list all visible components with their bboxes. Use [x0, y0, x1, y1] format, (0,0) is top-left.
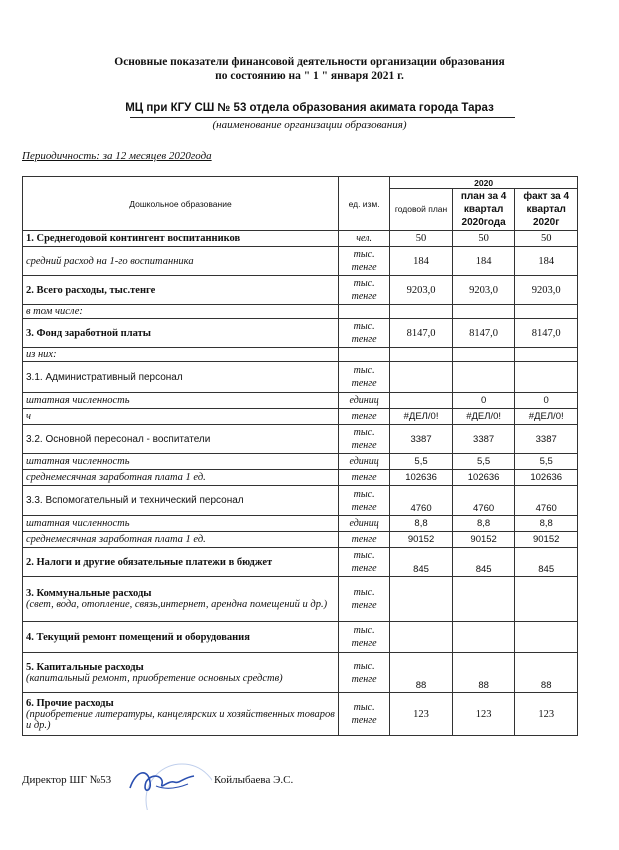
value-plan-q4: 88 — [452, 653, 515, 693]
signature-stamp-icon — [122, 760, 212, 810]
row-unit — [338, 348, 389, 362]
table-row — [23, 305, 578, 319]
row-unit: тыс. тенге — [338, 548, 389, 577]
value-fact-q4: 50 — [515, 231, 578, 247]
report-title-line1: Основные показатели финансовой деятельности организации образования — [114, 56, 505, 68]
value-annual-plan: 50 — [390, 231, 453, 247]
value-plan-q4: 0 — [452, 393, 515, 409]
row-unit: тыс. тенге — [338, 622, 389, 653]
organization-name: МЦ при КГУ СШ № 53 отдела образования акимата города Тараз — [125, 102, 494, 114]
value-annual-plan: 123 — [390, 693, 453, 736]
row-label — [23, 532, 339, 548]
row-unit: тыс. тенге — [338, 486, 389, 516]
value-annual-plan: 5,5 — [390, 454, 453, 470]
row-label-text: 3. Коммунальные расходы — [26, 588, 152, 599]
value-fact-q4: 8,8 — [515, 516, 578, 532]
organization-caption: (наименование организации образования) — [212, 119, 407, 131]
table-row — [23, 276, 578, 305]
row-label — [23, 470, 339, 486]
row-label-text: 3.3. Вспомогательный и технический персонал — [26, 495, 244, 506]
header-label: Дошкольное образование — [23, 177, 339, 231]
row-label — [23, 393, 339, 409]
value-annual-plan: 845 — [390, 548, 453, 577]
row-label-text: штатная численность — [26, 518, 130, 529]
value-plan-q4: 5,5 — [452, 454, 515, 470]
row-unit: тыс. тенге — [338, 247, 389, 276]
row-label-text: из них: — [26, 349, 57, 360]
row-label-text: штатная численность — [26, 456, 130, 467]
value-plan-q4: #ДЕЛ/0! — [452, 409, 515, 425]
value-annual-plan: 184 — [390, 247, 453, 276]
row-label — [23, 693, 339, 736]
director-title: Директор ШГ №53 — [22, 774, 112, 786]
row-unit: тыс. тенге — [338, 276, 389, 305]
table-row — [23, 409, 578, 425]
table-row — [23, 319, 578, 348]
value-plan-q4 — [452, 577, 515, 622]
value-plan-q4 — [452, 362, 515, 393]
row-label — [23, 409, 339, 425]
value-plan-q4: 3387 — [452, 425, 515, 454]
value-annual-plan — [390, 348, 453, 362]
table-header-row — [23, 177, 578, 189]
row-label — [23, 362, 339, 393]
row-label-text: штатная численность — [26, 395, 130, 406]
value-fact-q4: 90152 — [515, 532, 578, 548]
row-label-note: (приобретение литературы, канцелярских и хозяйственных товаров и др.) — [26, 708, 335, 731]
value-fact-q4 — [515, 362, 578, 393]
value-plan-q4: 8,8 — [452, 516, 515, 532]
value-annual-plan: 8,8 — [390, 516, 453, 532]
value-fact-q4: 0 — [515, 393, 578, 409]
row-label — [23, 319, 339, 348]
value-fact-q4: 123 — [515, 693, 578, 736]
row-label-text: 1. Среднегодовой контингент воспитанников — [26, 233, 241, 244]
value-plan-q4: 9203,0 — [452, 276, 515, 305]
row-unit: тыс. тенге — [338, 425, 389, 454]
row-unit: тенге — [338, 470, 389, 486]
value-annual-plan: 90152 — [390, 532, 453, 548]
periodicity: Периодичность: за 12 месяцев 2020года — [22, 150, 212, 162]
value-fact-q4: 9203,0 — [515, 276, 578, 305]
table-row — [23, 516, 578, 532]
value-plan-q4: 123 — [452, 693, 515, 736]
row-label-text: 4. Текущий ремонт помещений и оборудования — [26, 631, 250, 643]
value-plan-q4: 4760 — [452, 486, 515, 516]
row-unit: тенге — [338, 532, 389, 548]
row-label — [23, 425, 339, 454]
value-plan-q4: 102636 — [452, 470, 515, 486]
row-unit: чел. — [338, 231, 389, 247]
table-row — [23, 622, 578, 653]
row-label-text: 3. Фонд заработной платы — [26, 327, 151, 339]
row-unit — [338, 305, 389, 319]
value-annual-plan — [390, 577, 453, 622]
value-fact-q4 — [515, 348, 578, 362]
value-plan-q4 — [452, 622, 515, 653]
table-row — [23, 348, 578, 362]
table-row — [23, 693, 578, 736]
value-fact-q4: 3387 — [515, 425, 578, 454]
table-row — [23, 532, 578, 548]
header-plan-q4: план за 4 квартал 2020года — [452, 189, 515, 231]
value-plan-q4: 8147,0 — [452, 319, 515, 348]
row-label-text: среднемесячная заработная плата 1 ед. — [26, 534, 206, 545]
value-annual-plan — [390, 622, 453, 653]
row-label-text: 6. Прочие расходы — [26, 697, 114, 709]
value-plan-q4 — [452, 348, 515, 362]
report-title-line2: по состоянию на " 1 " января 2021 г. — [215, 70, 404, 82]
row-unit: тыс. тенге — [338, 577, 389, 622]
table-row — [23, 577, 578, 622]
value-fact-q4: 845 — [515, 548, 578, 577]
row-unit: тыс. тенге — [338, 319, 389, 348]
row-label-text: 2. Налоги и другие обязательные платежи в бюджет — [26, 556, 273, 568]
table-row — [23, 362, 578, 393]
value-annual-plan — [390, 305, 453, 319]
value-fact-q4 — [515, 305, 578, 319]
organization-underline — [130, 117, 515, 118]
row-unit: тыс. тенге — [338, 362, 389, 393]
row-label-text: 3.1. Административный персонал — [26, 371, 183, 383]
header-year: 2020 — [390, 177, 578, 189]
row-label — [23, 622, 339, 653]
table-row — [23, 653, 578, 693]
value-fact-q4 — [515, 622, 578, 653]
value-annual-plan — [390, 362, 453, 393]
value-plan-q4 — [452, 305, 515, 319]
row-unit: единиц — [338, 516, 389, 532]
value-fact-q4: 8147,0 — [515, 319, 578, 348]
row-label — [23, 305, 339, 319]
row-unit: тенге — [338, 409, 389, 425]
row-label — [23, 247, 339, 276]
table-row — [23, 425, 578, 454]
value-annual-plan: 88 — [390, 653, 453, 693]
row-unit: тыс. тенге — [338, 653, 389, 693]
row-label — [23, 577, 339, 622]
value-annual-plan — [390, 393, 453, 409]
row-label — [23, 653, 339, 693]
value-fact-q4: 4760 — [515, 486, 578, 516]
value-plan-q4: 184 — [452, 247, 515, 276]
row-label — [23, 231, 339, 247]
director-name: Койлыбаева Э.С. — [214, 774, 294, 786]
financial-table — [22, 176, 578, 736]
table-row — [23, 454, 578, 470]
row-label-text: 5. Капитальные расходы — [26, 661, 144, 673]
table-row — [23, 470, 578, 486]
row-label-text: 2. Всего расходы, тыс.тенге — [26, 284, 156, 296]
value-fact-q4: 5,5 — [515, 454, 578, 470]
row-label-text: 3.2. Основной пересонал - воспитатели — [26, 433, 211, 445]
value-fact-q4: #ДЕЛ/0! — [515, 409, 578, 425]
table-row — [23, 486, 578, 516]
row-label-text: ч — [26, 411, 32, 422]
row-label — [23, 486, 339, 516]
row-label-text: в том числе: — [26, 306, 83, 317]
value-annual-plan: 102636 — [390, 470, 453, 486]
table-row — [23, 393, 578, 409]
value-annual-plan: 9203,0 — [390, 276, 453, 305]
value-fact-q4: 184 — [515, 247, 578, 276]
table-row — [23, 548, 578, 577]
value-fact-q4: 102636 — [515, 470, 578, 486]
value-annual-plan: 8147,0 — [390, 319, 453, 348]
row-label — [23, 548, 339, 577]
value-plan-q4: 50 — [452, 231, 515, 247]
row-unit: тыс. тенге — [338, 693, 389, 736]
header-fact-q4: факт за 4 квартал 2020г — [515, 189, 578, 231]
value-annual-plan: 4760 — [390, 486, 453, 516]
value-annual-plan: #ДЕЛ/0! — [390, 409, 453, 425]
value-annual-plan: 3387 — [390, 425, 453, 454]
row-label-note: (капитальный ремонт, приобретение основных средств) — [26, 672, 283, 684]
table-row — [23, 231, 578, 247]
row-label-text: среднемесячная заработная плата 1 ед. — [26, 472, 206, 483]
row-unit: единиц — [338, 454, 389, 470]
header-unit: ед. изм. — [338, 177, 389, 231]
signature-block — [22, 770, 602, 830]
row-label — [23, 454, 339, 470]
row-label-text: средний расход на 1-го воспитанника — [26, 255, 194, 267]
row-label — [23, 516, 339, 532]
row-label — [23, 276, 339, 305]
value-fact-q4: 88 — [515, 653, 578, 693]
value-plan-q4: 845 — [452, 548, 515, 577]
row-unit: единиц — [338, 393, 389, 409]
row-label-note: (свет, вода, отопление, связь,интернет, арендна помещений и др.) — [26, 599, 328, 610]
value-plan-q4: 90152 — [452, 532, 515, 548]
row-label — [23, 348, 339, 362]
table-row — [23, 247, 578, 276]
value-fact-q4 — [515, 577, 578, 622]
header-annual-plan: годовой план — [390, 189, 453, 231]
